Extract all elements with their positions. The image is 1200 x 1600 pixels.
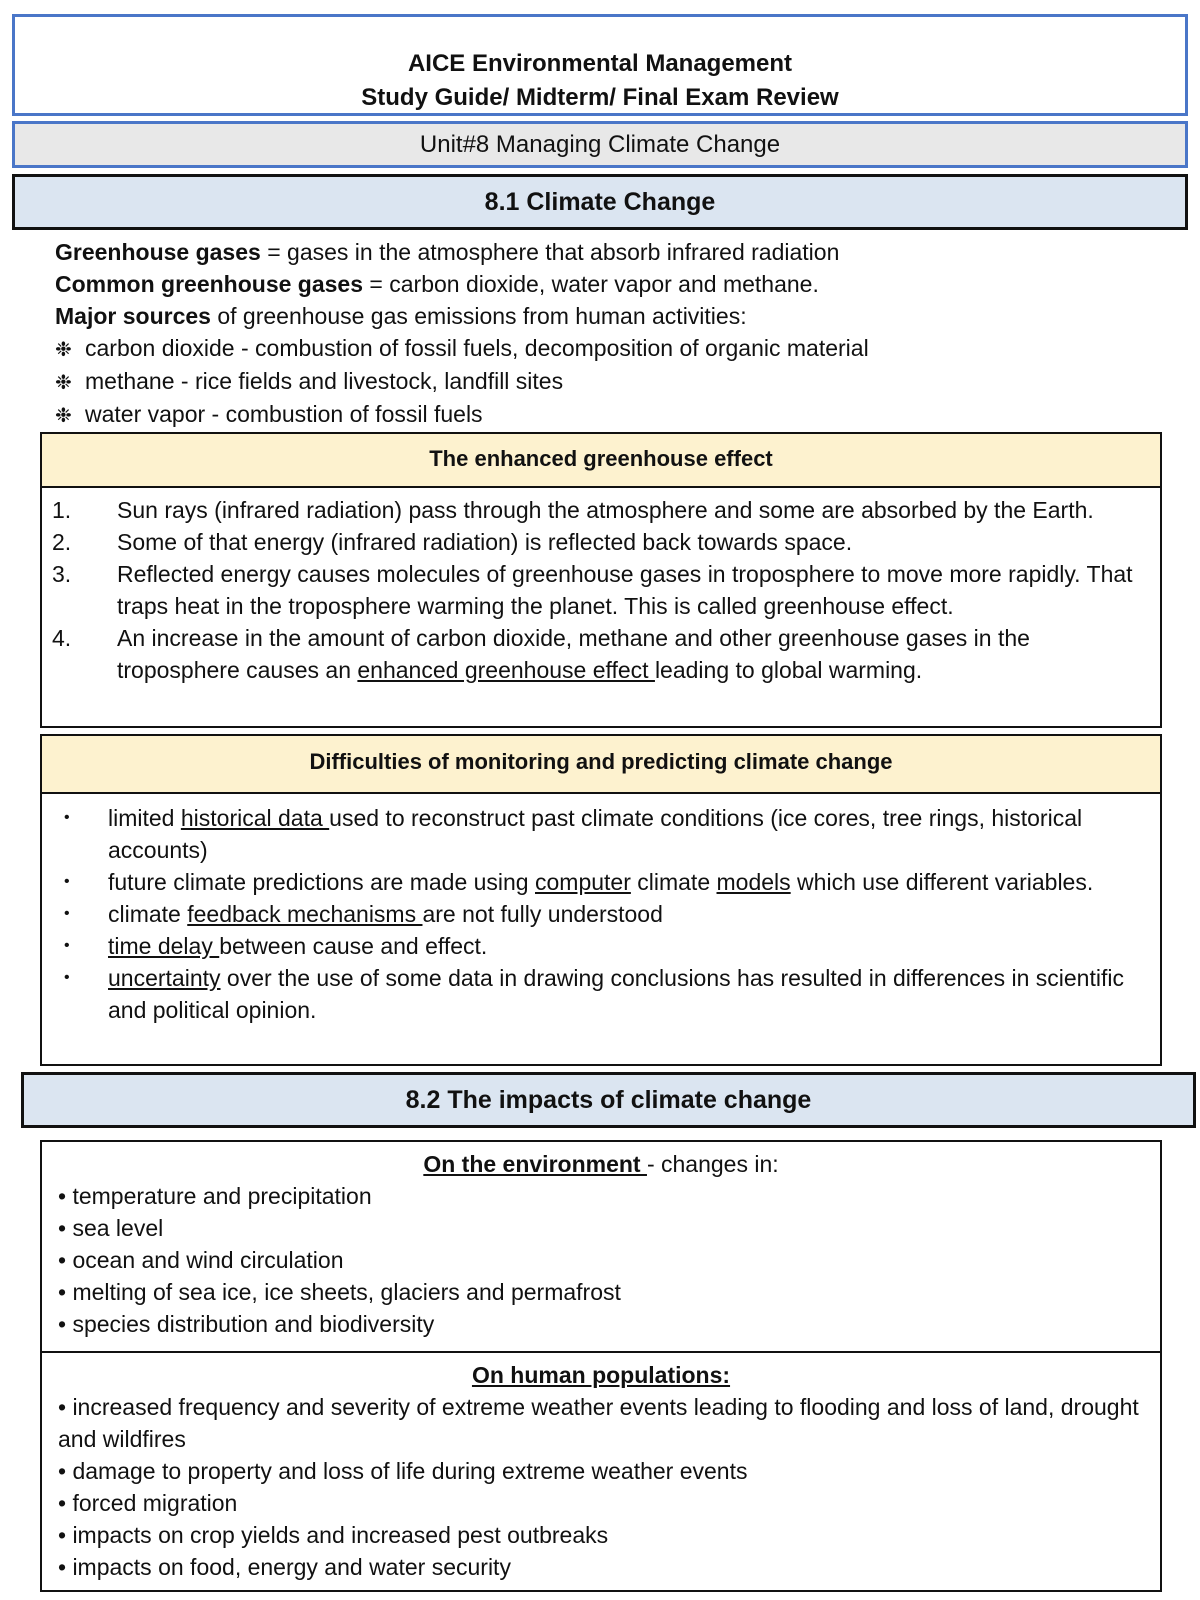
list-item: • damage to property and loss of life during extreme weather events	[58, 1458, 748, 1484]
text-segment: climate	[630, 869, 717, 895]
text-segment: are not fully understood	[422, 901, 663, 927]
definition-text: = carbon dioxide, water vapor and methane.	[363, 271, 819, 297]
document-title: AICE Environmental Management	[407, 50, 793, 77]
source-item	[55, 332, 1155, 365]
item-text	[117, 622, 1140, 686]
list-item: • impacts on food, energy and water security	[58, 1554, 511, 1580]
underlined-term: uncertainty	[108, 965, 221, 991]
underlined-term: historical data	[180, 805, 330, 831]
item-number: 3.	[52, 561, 72, 587]
list-item	[60, 802, 1140, 866]
bullet-icon: •	[64, 873, 70, 890]
text-segment: limited	[108, 805, 181, 831]
unit-title: Unit#8 Managing Climate Change	[12, 121, 1188, 168]
list-item	[60, 898, 1140, 930]
source-text: water vapor - combustion of fossil fuels	[85, 401, 483, 427]
text-segment: leading to global warming.	[654, 657, 923, 683]
text-segment: climate	[108, 901, 188, 927]
checkbox-bullet-icon: ❉	[55, 337, 72, 361]
source-item	[55, 398, 1155, 431]
list-item: • ocean and wind circulation	[58, 1247, 344, 1273]
checkbox-bullet-icon: ❉	[55, 403, 72, 427]
item-text	[108, 898, 1140, 930]
item-text: Sun rays (infrared radiation) pass through the atmosphere and some are absorbed by the Earth.	[117, 497, 1094, 523]
list-item	[60, 930, 1140, 962]
bullet-list	[42, 794, 1160, 1026]
difficulties-panel	[40, 734, 1162, 1066]
environment-impacts	[42, 1142, 1160, 1353]
list-item: • sea level	[58, 1215, 164, 1241]
definition-text: = gases in the atmosphere that absorb infrared radiation	[260, 239, 840, 265]
text-segment: which use different variables.	[790, 869, 1094, 895]
bullet-icon: •	[64, 809, 70, 826]
item-number: 2.	[52, 529, 72, 555]
source-text: methane - rice fields and livestock, landfill sites	[85, 368, 564, 394]
item-text	[108, 802, 1140, 866]
text-segment: future climate predictions are made using	[108, 869, 535, 895]
item-number: 1.	[52, 497, 72, 523]
bullet-icon: •	[64, 969, 70, 986]
underlined-heading: On the environment	[423, 1151, 647, 1177]
list-item	[52, 494, 1140, 526]
item-text	[108, 930, 1140, 962]
definition-text: of greenhouse gas emissions from human activities:	[210, 303, 747, 329]
panel-heading: The enhanced greenhouse effect	[42, 434, 1160, 488]
list-item: • species distribution and biodiversity	[58, 1311, 435, 1337]
checkbox-bullet-icon: ❉	[55, 370, 72, 394]
enhanced-greenhouse-panel	[40, 432, 1162, 728]
item-text: Some of that energy (infrared radiation) is reflected back towards space.	[117, 529, 853, 555]
bullet-icon: •	[64, 937, 70, 954]
definition-common-gases	[55, 268, 1155, 300]
underlined-heading: On human populations:	[471, 1362, 731, 1388]
document-title-box	[12, 14, 1188, 116]
text-segment: used to reconstruct past climate conditions (ice cores, tree rings, historical accounts)	[108, 805, 1083, 863]
list-item: • forced migration	[58, 1490, 238, 1516]
human-heading	[58, 1359, 1144, 1391]
document-subtitle: Study Guide/ Midterm/ Final Exam Review	[361, 84, 839, 111]
list-item	[52, 526, 1140, 558]
environment-heading	[58, 1148, 1144, 1180]
source-item	[55, 365, 1155, 398]
term: Greenhouse gases	[55, 239, 261, 265]
underlined-term: computer	[535, 869, 631, 895]
list-item	[52, 622, 1140, 686]
human-impacts	[42, 1353, 1160, 1583]
greenhouse-definitions	[55, 236, 1155, 431]
definition-greenhouse-gases	[55, 236, 1155, 268]
list-item	[60, 962, 1140, 1026]
list-item: • increased frequency and severity of extreme weather events leading to flooding and loss of land, drought and wildfires	[58, 1394, 1139, 1452]
source-text: carbon dioxide - combustion of fossil fuels, decomposition of organic material	[85, 335, 869, 361]
term: Major sources	[55, 303, 211, 329]
definition-major-sources	[55, 300, 1155, 332]
section-heading-8-2: 8.2 The impacts of climate change	[21, 1072, 1196, 1128]
heading-suffix: - changes in:	[646, 1151, 779, 1177]
text-segment: between cause and effect.	[219, 933, 488, 959]
underlined-term: feedback mechanisms	[187, 901, 423, 927]
list-item	[52, 558, 1140, 622]
numbered-list	[42, 488, 1160, 686]
item-text: Reflected energy causes molecules of greenhouse gases in troposphere to move more rapidly. That traps heat in the troposphere warming the planet. This is called greenhouse effect.	[117, 561, 1133, 619]
underlined-term: time delay	[108, 933, 220, 959]
panel-heading: Difficulties of monitoring and predicting climate change	[42, 736, 1160, 794]
list-item: • temperature and precipitation	[58, 1183, 372, 1209]
item-text	[108, 866, 1140, 898]
bullet-icon: •	[64, 905, 70, 922]
text-segment: over the use of some data in drawing conclusions has resulted in differences in scientific and political opinion.	[108, 965, 1124, 1023]
item-text	[108, 962, 1140, 1026]
list-item: • melting of sea ice, ice sheets, glaciers and permafrost	[58, 1279, 621, 1305]
underlined-term: models	[716, 869, 791, 895]
term: Common greenhouse gases	[55, 271, 364, 297]
section-heading-8-1: 8.1 Climate Change	[12, 174, 1188, 230]
underlined-term: enhanced greenhouse effect	[357, 657, 655, 683]
text-segment: An increase in the amount of carbon dioxide, methane and other greenhouse gases in the troposphere causes an	[117, 625, 1030, 683]
list-item: • impacts on crop yields and increased pest outbreaks	[58, 1522, 609, 1548]
list-item	[60, 866, 1140, 898]
impacts-panel	[40, 1140, 1162, 1592]
item-number: 4.	[52, 625, 72, 651]
